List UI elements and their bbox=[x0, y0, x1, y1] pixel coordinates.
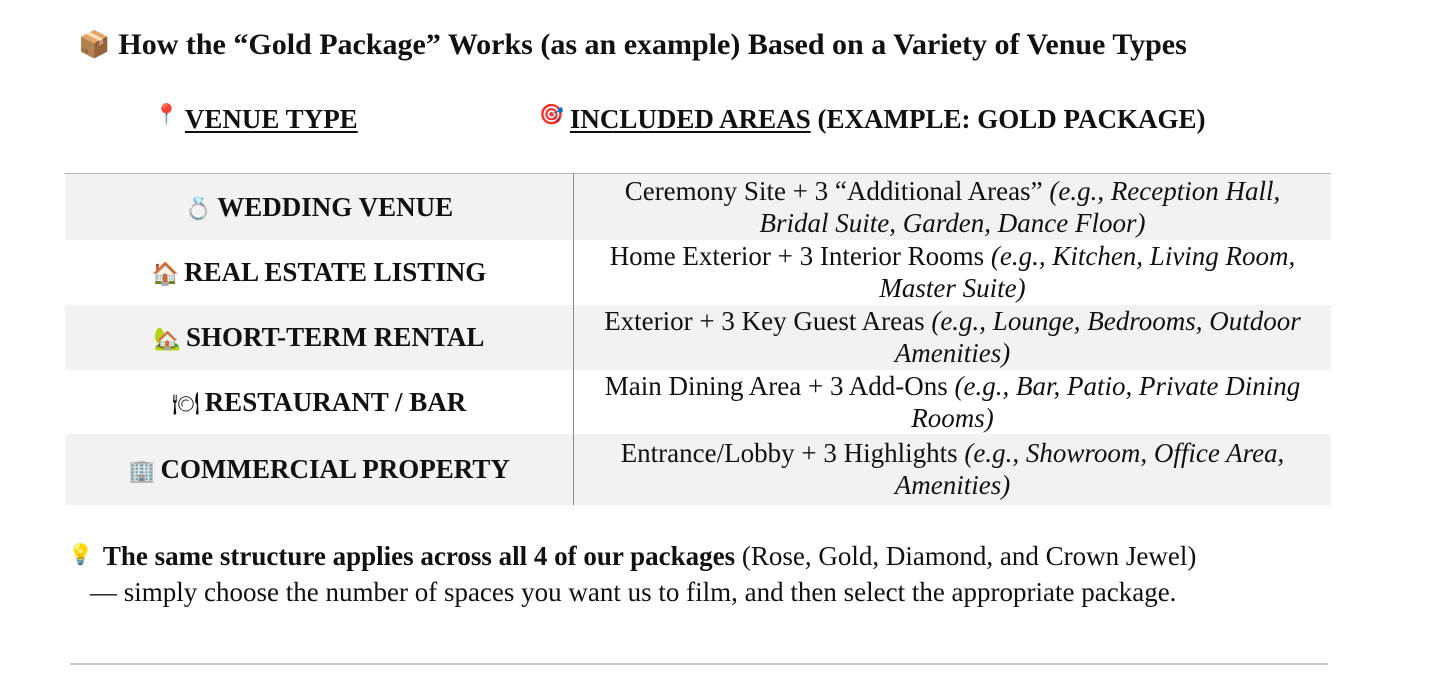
areas-examples: (e.g., Kitchen, Living Room, Master Suite) bbox=[879, 241, 1296, 303]
table-row bbox=[65, 370, 1331, 434]
light-bulb-icon: 💡 bbox=[68, 542, 93, 566]
house-icon: 🏠 bbox=[151, 262, 180, 287]
table-row bbox=[65, 174, 1331, 240]
pushpin-icon: 📍 bbox=[154, 102, 179, 126]
included-areas-cell bbox=[574, 174, 1332, 240]
packages-note-line2: — simply choose the number of spaces you want us to film, and then select the appropriate package. bbox=[90, 577, 1177, 607]
included-areas-header bbox=[539, 104, 1205, 135]
areas-examples: (e.g., Lounge, Bedrooms, Outdoor Amenities) bbox=[894, 306, 1301, 368]
venue-type-label: RESTAURANT / BAR bbox=[204, 386, 467, 417]
venue-type-cell bbox=[65, 370, 574, 434]
venue-type-header bbox=[154, 104, 358, 135]
table-row bbox=[65, 305, 1331, 370]
included-areas-cell bbox=[574, 305, 1332, 370]
venue-type-label: SHORT-TERM RENTAL bbox=[186, 322, 485, 352]
ring-icon: 💍 bbox=[184, 196, 213, 222]
areas-examples: (e.g., Showroom, Office Area, Amenities) bbox=[894, 438, 1285, 500]
table-row bbox=[65, 434, 1331, 505]
included-areas-header-label: INCLUDED AREAS bbox=[569, 104, 811, 134]
areas-text: Ceremony Site + 3 “Additional Areas” bbox=[624, 175, 1043, 206]
areas-examples: (e.g., Reception Hall, Bridal Suite, Garden, Dance Floor) bbox=[759, 175, 1281, 238]
venue-type-cell bbox=[65, 240, 574, 305]
target-icon: 🎯 bbox=[539, 102, 564, 126]
venue-type-label: WEDDING VENUE bbox=[217, 191, 454, 222]
venue-type-label: REAL ESTATE LISTING bbox=[184, 257, 487, 287]
office-building-icon: 🏢 bbox=[128, 459, 156, 484]
venue-type-cell bbox=[65, 434, 574, 505]
packages-note-bold: The same structure applies across all 4 of our packages bbox=[102, 541, 736, 571]
packages-note-regular: (Rose, Gold, Diamond, and Crown Jewel) bbox=[735, 541, 1197, 571]
house-with-garden-icon: 🏡 bbox=[153, 327, 182, 352]
included-areas-cell bbox=[574, 240, 1332, 305]
packages-note bbox=[68, 538, 1196, 610]
venue-type-header-label: VENUE TYPE bbox=[184, 104, 358, 134]
packages-note-line1 bbox=[68, 538, 1196, 574]
venue-type-label: COMMERCIAL PROPERTY bbox=[160, 454, 510, 484]
plate-icon: 🍽 bbox=[171, 391, 200, 417]
areas-text: Home Exterior + 3 Interior Rooms bbox=[609, 241, 985, 271]
included-areas-cell bbox=[574, 370, 1332, 434]
venue-type-cell bbox=[65, 305, 574, 370]
areas-text: Entrance/Lobby + 3 Highlights bbox=[620, 438, 958, 468]
areas-examples: (e.g., Bar, Patio, Private Dining Rooms) bbox=[911, 370, 1301, 433]
divider bbox=[70, 663, 1328, 665]
page-title bbox=[78, 28, 1187, 62]
venue-type-cell bbox=[65, 174, 574, 240]
areas-text: Main Dining Area + 3 Add-Ons bbox=[604, 370, 948, 401]
table-row bbox=[65, 240, 1331, 305]
included-areas-cell bbox=[574, 434, 1332, 505]
page-title-text: How the “Gold Package” Works (as an example) Based on a Variety of Venue Types bbox=[118, 28, 1187, 61]
package-icon: 📦 bbox=[78, 30, 111, 60]
venue-table bbox=[65, 173, 1331, 505]
included-areas-header-suffix: (EXAMPLE: GOLD PACKAGE) bbox=[810, 104, 1206, 134]
areas-text: Exterior + 3 Key Guest Areas bbox=[604, 306, 925, 336]
